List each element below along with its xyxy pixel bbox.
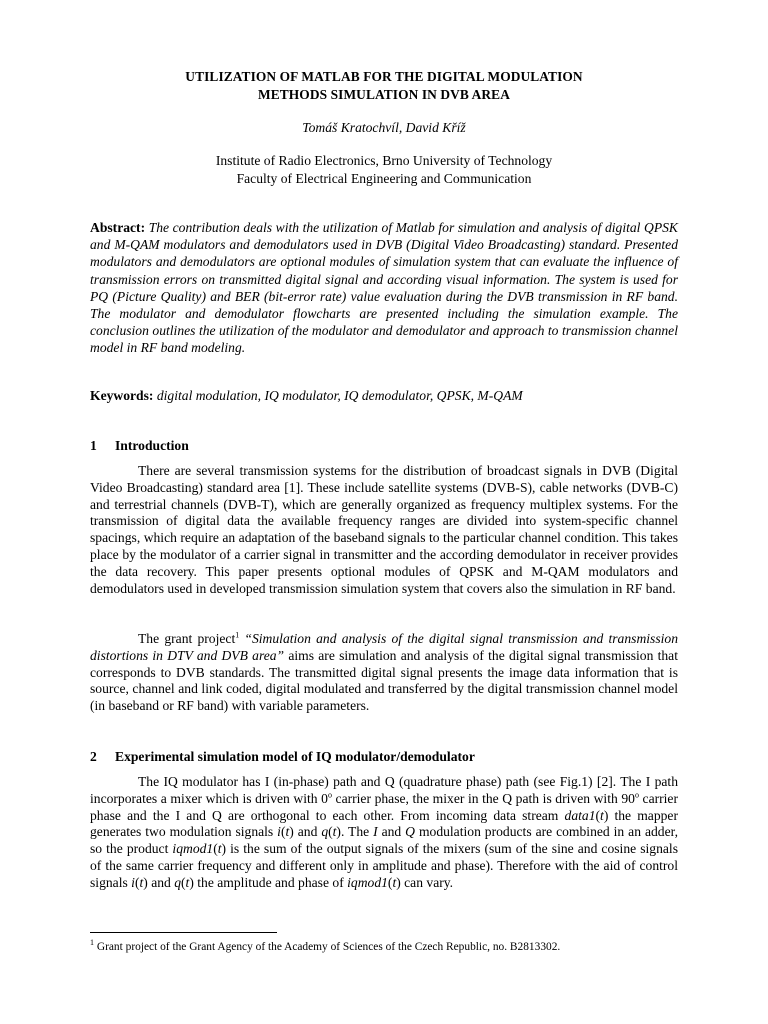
keywords-text: digital modulation, IQ modulator, IQ demodulator, QPSK, M-QAM [156, 388, 523, 403]
title-line-1: UTILIZATION OF MATLAB FOR THE DIGITAL MODULATION [185, 69, 583, 84]
section-2-number: 2 [90, 749, 97, 764]
title-line-2: METHODS SIMULATION IN DVB AREA [257, 87, 510, 102]
footnote-rule [90, 932, 277, 933]
affiliation [90, 152, 678, 188]
degree-symbol: o [327, 790, 332, 800]
keywords-label: Keywords: [90, 388, 154, 403]
abstract-label: Abstract: [90, 220, 146, 235]
abstract-text: The contribution deals with the utilization of Matlab for simulation and analysis of digital QPSK and M-QAM modulators and demodulators used in DVB (Digital Video Broadcasting) standard. Presented modulators and demodulators are optional modules of simulation system that can evaluate the influence of transmission errors on transmitted digital signal and according visual information. The system is used for PQ (Picture Quality) and BER (bit-error rate) value evaluation during the DVB transmission in RF band. The modulator and demodulator flowcharts are presented including the simulation example. The conclusion outlines the utilization of the modulator and demodulator and approach to transmission channel model in RF band modeling. [90, 220, 678, 356]
grant-project-title: “Simulation and analysis of the digital signal transmission and transmission distortions in DTV and DVB area” [90, 631, 678, 663]
footnote-text: Grant project of the Grant Agency of the Academy of Sciences of the Czech Republic, no. B2813302. [94, 941, 561, 953]
section-2-paragraph: The IQ modulator has I (in-phase) path and Q (quadrature phase) path (see Fig.1) [2]. The I path incorporates a mixer which is driven with 0$^o$ carrier phase, the mixer in the Q path is driven with 90$^o$ carrier phase and the I and Q are orthogonal to each other. From incoming data stream data1(t) the mapper generates two modulation signals i(t) and q(t). The I and Q modulation products are combined in an adder, so the product iqmod1(t) is the sum of the output signals of the mixers (sum of the sine and cosine signals of the same carrier frequency and different only in amplitude and phase). Therefore with the aid of control signals i(t) and q(t) the amplitude and phase of iqmod1(t) can vary. [90, 774, 678, 890]
section-1-number: 1 [90, 438, 97, 453]
degree-symbol: o [634, 790, 639, 800]
keywords [90, 387, 678, 405]
section-1-paragraph-2: The grant project$^1$ “Simulation and analysis of the digital signal transmission and transmission distortions in DTV and DVB area” aims are simulation and analysis of the digital signal transmission that corresponds to DVB standards. The transmitted digital signal presents the image data information that is source, channel and link coded, digital modulated and transferred by the digital transmission channel model (in baseband or RF band) with variable parameters. [90, 630, 678, 714]
section-1-title: Introduction [115, 438, 189, 453]
affiliation-line-2: Faculty of Electrical Engineering and Communication [236, 171, 532, 186]
authors: Tomáš Kratochvíl, David Kříž [302, 120, 466, 135]
footnote-mark: 1 [90, 938, 94, 948]
section-2-heading [90, 748, 678, 766]
section-2-title: Experimental simulation model of IQ modulator/demodulator [115, 749, 475, 764]
paper-title [90, 68, 678, 104]
section-1-paragraph-1: There are several transmission systems for the distribution of broadcast signals in DVB (Digital Video Broadcasting) standard area [1]. These include satellite systems (DVB-S), cable networks (DVB-C) and terrestrial channels (DVB-T), which are generally organized as frequency multiplex systems. For the transmission of digital data the available frequency ranges are divided into system-specific channel spacings, which require an adaptation of the baseband signals to the particular channel condition. This takes place by the modulator of a carrier signal in transmitter and the according demodulator in receiver provides the data recovery. This paper presents optional modules of QPSK and M-QAM modulators and demodulators used in developed transmission simulation system that covers also the simulation in RF band. [90, 463, 678, 596]
affiliation-line-1: Institute of Radio Electronics, Brno University of Technology [215, 153, 553, 168]
footnote-ref: 1 [235, 630, 240, 640]
abstract [90, 219, 678, 357]
footnote [90, 940, 690, 954]
section-1-heading [90, 437, 678, 455]
